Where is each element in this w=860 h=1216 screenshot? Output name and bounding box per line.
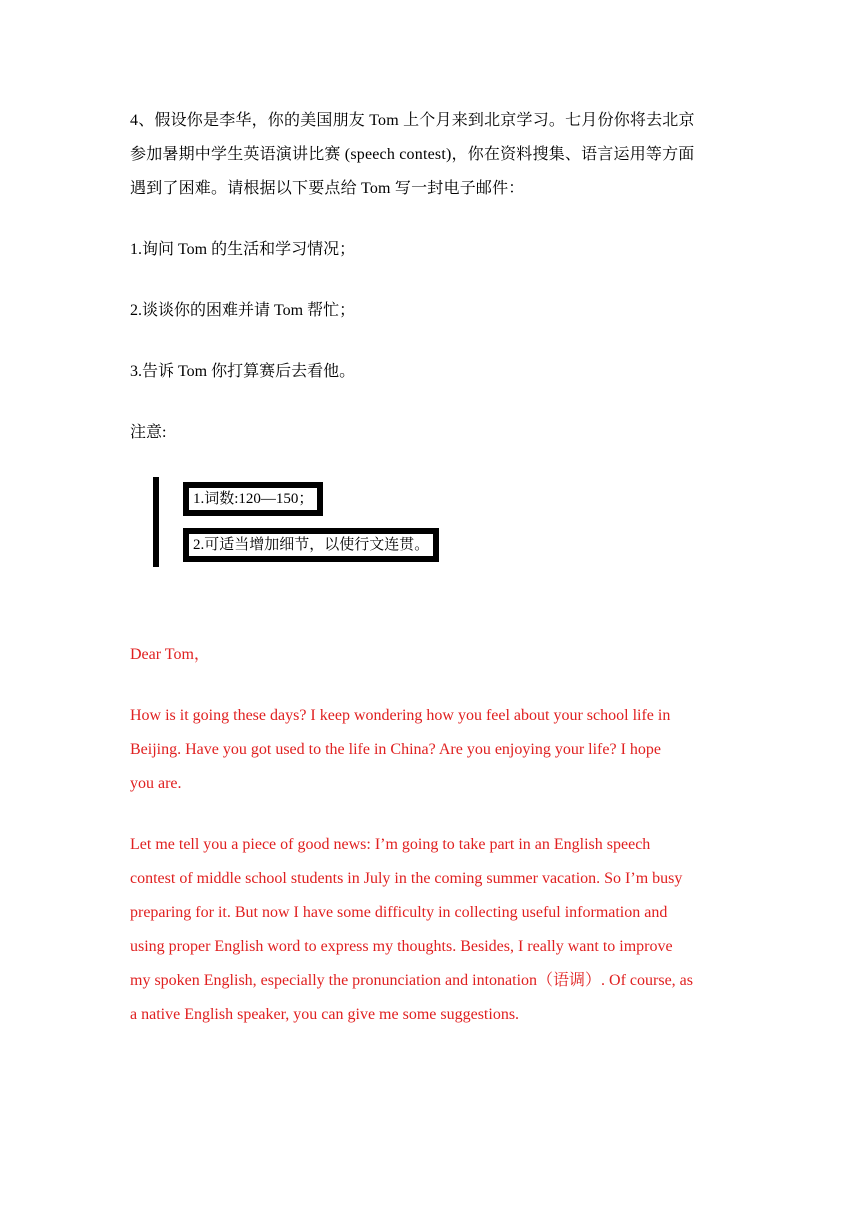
- letter-line: my spoken English, especially the pronunciation and intonation（语调）. Of course, as: [130, 972, 694, 989]
- notes-heading: 注意:: [130, 424, 167, 441]
- letter-line: a native English speaker, you can give me some suggestions.: [130, 1006, 520, 1023]
- prompt-line: 参加暑期中学生英语演讲比赛 (speech contest)，你在资料搜集、语言运用等方面: [130, 146, 695, 163]
- notes-left-bar: [153, 477, 159, 567]
- letter-paragraph-1: [130, 699, 735, 801]
- notes-block: [153, 477, 473, 567]
- prompt-line: 4、假设你是李华，你的美国朋友 Tom 上个月来到北京学习。七月份你将去北京: [130, 112, 695, 129]
- note-word-count: 1.词数:120—150；: [183, 482, 323, 516]
- requirement-point-3: 3.告诉 Tom 你打算赛后去看他。: [130, 363, 356, 380]
- letter-line: preparing for it. But now I have some difficulty in collecting useful information and: [130, 904, 668, 921]
- letter-line: Beijing. Have you got used to the life in China? Are you enjoying your life? I hope: [130, 741, 661, 758]
- requirement-point-1: 1.询问 Tom 的生活和学习情况；: [130, 241, 356, 258]
- letter-paragraph-2: [130, 828, 735, 1032]
- letter-line: using proper English word to express my thoughts. Besides, I really want to improve: [130, 938, 673, 955]
- task-prompt: [130, 104, 740, 206]
- letter-greeting: Dear Tom，: [130, 646, 210, 663]
- letter-line: Let me tell you a piece of good news: I’m going to take part in an English speech: [130, 836, 651, 853]
- letter-line: you are.: [130, 775, 182, 792]
- letter-line: How is it going these days? I keep wondering how you feel about your school life in: [130, 707, 671, 724]
- note-add-details: 2.可适当增加细节，以使行文连贯。: [183, 528, 439, 562]
- letter-line: contest of middle school students in July in the coming summer vacation. So I’m busy: [130, 870, 683, 887]
- requirement-point-2: 2.谈谈你的困难并请 Tom 帮忙；: [130, 302, 356, 319]
- prompt-line: 遇到了困难。请根据以下要点给 Tom 写一封电子邮件：: [130, 180, 525, 197]
